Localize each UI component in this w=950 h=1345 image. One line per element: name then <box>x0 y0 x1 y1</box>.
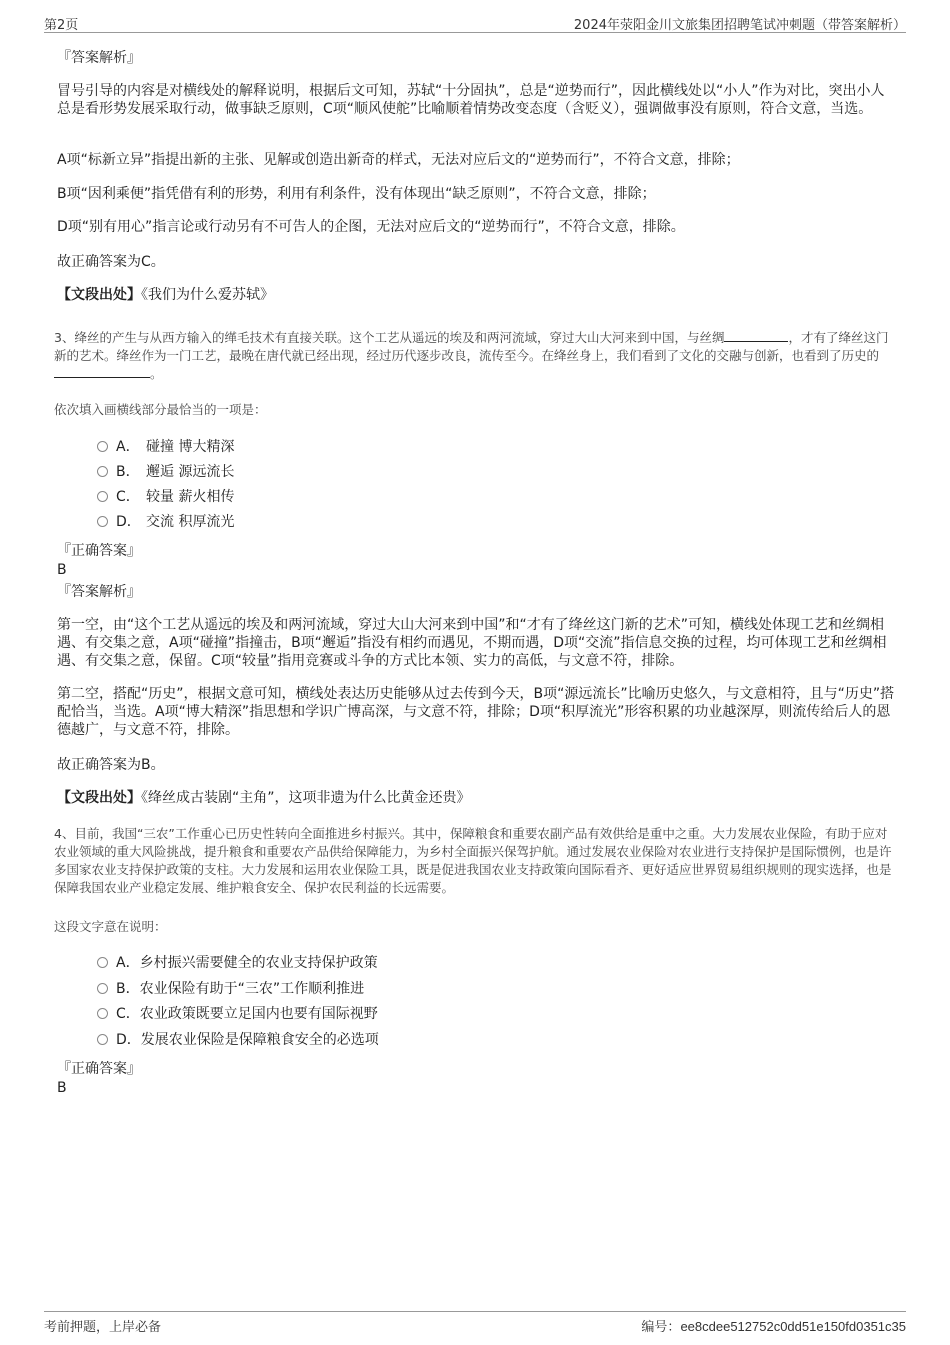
option-b[interactable] <box>97 979 364 999</box>
option-letter: D． <box>116 1032 141 1048</box>
footer-slogan: 考前押题，上岸必备 <box>44 1320 162 1335</box>
correct-answer: B <box>57 562 67 578</box>
page-header <box>44 12 906 33</box>
option-letter: A． <box>116 955 140 971</box>
radio-icon[interactable] <box>97 983 108 994</box>
document-title: 2024年荥阳金川文旅集团招聘笔试冲刺题（带答案解析） <box>573 18 906 33</box>
option-a[interactable] <box>97 437 234 457</box>
radio-icon[interactable] <box>97 1034 108 1045</box>
analysis-paragraph-2: 第二空，搭配“历史”，根据文意可知，横线处表达历史能够从过去传到今天，B项“源远流长”比喻历史悠久，与文意相符，且与“历史”搭配恰当，当选。A项“博大精深”指思想和学识广博高深，与文意不符，排除；D项“积厚流光”形容积累的功业越深厚，则流传给后人的恩德越广，与文意不符，排除。 <box>57 686 895 738</box>
option-text: 交流 积厚流光 <box>146 514 235 530</box>
fill-blank-2 <box>54 365 150 378</box>
question-3-stem <box>54 329 899 383</box>
question-4-prompt: 这段文字意在说明： <box>54 919 167 934</box>
option-b[interactable] <box>97 462 234 482</box>
option-a[interactable] <box>97 953 378 973</box>
option-letter: B． <box>116 464 140 480</box>
radio-icon[interactable] <box>97 466 108 477</box>
option-d[interactable] <box>97 512 234 532</box>
option-c[interactable] <box>97 1004 378 1024</box>
option-text: 邂逅 源远流长 <box>146 464 235 480</box>
conclusion: 故正确答案为C。 <box>57 254 165 270</box>
analysis-option-d: D项“别有用心”指言论或行动另有不可告人的企图，无法对应后文的“逆势而行”，不符合文意，排除。 <box>57 219 685 235</box>
stem-text: 3、绛丝的产生与从西方输入的缂毛技术有直接关联。这个工艺从遥远的埃及和两河流域，穿过大山大河来到中国，与丝绸 <box>54 330 725 345</box>
analysis-label: 『答案解析』 <box>57 584 141 600</box>
option-text: 农业政策既要立足国内也要有国际视野 <box>139 1006 378 1022</box>
radio-icon[interactable] <box>97 1008 108 1019</box>
option-letter: C． <box>116 489 140 505</box>
correct-answer: B <box>57 1080 67 1096</box>
option-c[interactable] <box>97 487 234 507</box>
code-value: ee8cdee512752c0dd51e150fd0351c35 <box>680 1319 906 1334</box>
radio-icon[interactable] <box>97 441 108 452</box>
option-text: 碰撞 博大精深 <box>146 439 235 455</box>
source-line <box>57 286 897 304</box>
correct-answer-label: 『正确答案』 <box>57 1061 141 1077</box>
fill-blank-1 <box>724 329 788 342</box>
conclusion: 故正确答案为B。 <box>57 757 165 773</box>
option-text: 发展农业保险是保障粮食安全的必选项 <box>140 1032 379 1048</box>
radio-icon[interactable] <box>97 516 108 527</box>
question-4-stem: 4、目前，我国“三农”工作重心已历史性转向全面推进乡村振兴。其中，保障粮食和重要农副产品有效供给是重中之重。大力发展农业保险，有助于应对农业领域的重大风险挑战，提升粮食和重要农产品供给保障能力，为乡村全面振兴保驾护航。通过发展农业保险对农业进行支持保护是国际惯例，也是许多国家农业支持保护政策的支柱。大力发展和运用农业保险工具，既是促进我国农业支持政策向国际看齐、更好适应世界贸易组织规则的现实选择，也是保障我国农业产业稳定发展、维护粮食安全、保护农民利益的长远需要。 <box>54 826 892 895</box>
source-label: 【文段出处】 <box>57 790 141 806</box>
source-title: 《我们为什么爱苏轼》 <box>141 287 274 303</box>
analysis-option-a: A项“标新立异”指提出新的主张、见解或创造出新奇的样式，无法对应后文的“逆势而行”，不符合文意，排除； <box>57 152 740 168</box>
option-text: 较量 薪火相传 <box>146 489 235 505</box>
option-letter: C． <box>116 1006 140 1022</box>
stem-text: 。 <box>150 366 163 381</box>
stem-text: ，才有了绛丝这门新的艺术。绛丝作为一门工艺，最晚在唐代就已经出现，经过历代逐步改良，流传至今。在绛丝身上，我们看到了文化的交融与创新，也看到了历史的 <box>54 330 889 363</box>
option-d[interactable] <box>97 1030 379 1050</box>
page-number: 第2页 <box>44 18 79 33</box>
source-title: 《绛丝成古装剧“主角”，这项非遗为什么比黄金还贵》 <box>141 790 471 806</box>
analysis-paragraph-1: 第一空，由“这个工艺从遥远的埃及和两河流域，穿过大山大河来到中国”和“才有了绛丝这门新的艺术”可知，横线处体现工艺和丝绸相遇、有交集之意，A项“碰撞”指撞击，B项“邂逅”指没有相约而遇见，不期而遇，D项“交流”指信息交换的过程，均可体现工艺和丝绸相遇、有交集之意，保留。C项“较量”指用竞赛或斗争的方式比本领、实力的高低，与文意不符，排除。 <box>57 617 887 669</box>
radio-icon[interactable] <box>97 957 108 968</box>
document-code <box>641 1316 906 1335</box>
correct-answer-label: 『正确答案』 <box>57 543 141 559</box>
option-letter: D． <box>116 514 141 530</box>
page-footer <box>44 1311 906 1334</box>
option-text: 乡村振兴需要健全的农业支持保护政策 <box>139 955 378 971</box>
radio-icon[interactable] <box>97 491 108 502</box>
analysis-option-b: B项“因利乘便”指凭借有利的形势，利用有利条件，没有体现出“缺乏原则”，不符合文意，排除； <box>57 186 656 202</box>
analysis-label: 『答案解析』 <box>57 50 141 66</box>
option-letter: A． <box>116 439 140 455</box>
analysis-paragraph: 冒号引导的内容是对横线处的解释说明，根据后文可知，苏轼“十分固执”，总是“逆势而行”，因此横线处以“小人”作为对比，突出小人总是看形势发展采取行动，做事缺乏原则，C项“顺风使舵”比喻顺着情势改变态度（含贬义），强调做事没有原则，符合文意，当选。 <box>57 83 885 117</box>
option-letter: B． <box>116 981 140 997</box>
code-label: 编号： <box>641 1319 681 1334</box>
source-label: 【文段出处】 <box>57 287 141 303</box>
source-line <box>57 789 897 807</box>
question-3-prompt: 依次填入画横线部分最恰当的一项是： <box>54 402 267 417</box>
option-text: 农业保险有助于“三农”工作顺利推进 <box>139 981 365 997</box>
